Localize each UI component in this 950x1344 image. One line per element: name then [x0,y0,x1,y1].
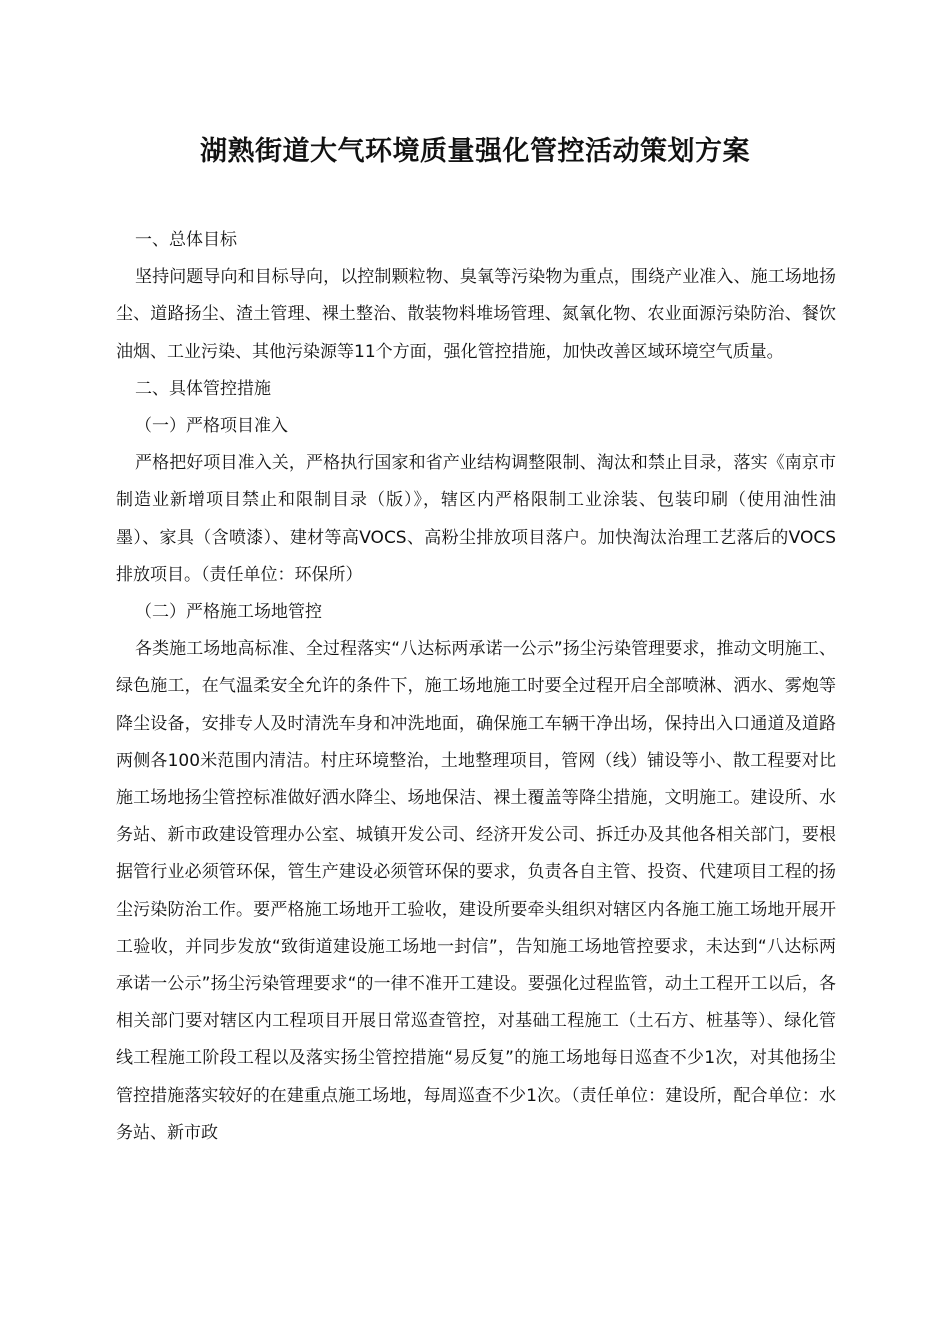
document-title: 湖熟街道大气环境质量强化管控活动策划方案 [200,136,750,167]
section-heading-specific-measures: 二、具体管控措施 [135,378,271,399]
subsection-heading-project-access: （一）严格项目准入 [135,416,288,437]
paragraph-project-access: 严格把好项目准入关，严格执行国家和省产业结构调整限制、淘汰和禁止目录，落实《南京市制造业新增项目禁止和限制目录（版）》，辖区内严格限制工业涂装、包装印刷（使用油性油墨）、家具（含喷漆）、建材等高VOCS、高粉尘排放项目落户。加快淘汰治理工艺落后的VOCS排放项目。（责任单位：环保所） [116,453,836,585]
section-heading-overall-goal: 一、总体目标 [135,230,237,250]
paragraph-construction-site: 各类施工场地高标准、全过程落实“八达标两承诺一公示”扬尘污染管理要求，推动文明施工、绿色施工，在气温柔安全允许的条件下，施工场地施工时要全过程开启全部喷淋、洒水、雾炮等降尘设备，安排专人及时清洗车身和冲洗地面，确保施工车辆干净出场，保持出入口通道及道路两侧各100米范围内清洁。村庄环境整治，土地整理项目，管网（线）铺设等小、散工程要对比施工场地扬尘管控标准做好洒水降尘、场地保洁、裸土覆盖等降尘措施，文明施工。建设所、水务站、新市政建设管理办公室、城镇开发公司、经济开发公司、拆迁办及其他各相关部门，要根据管行业必须管环保，管生产建设必须管环保的要求，负责各自主管、投资、代建项目工程的扬尘污染防治工作。要严格施工场地开工验收，建设所要牵头组织对辖区内各施工施工场地开展开工验收，并同步发放“致街道建设施工场地一封信”，告知施工场地管控要求，未达到“八达标两承诺一公示”扬尘污染管理要求“的一律不准开工建设。要强化过程监管，动土工程开工以后，各相关部门要对辖区内工程项目开展日常巡查管控，对基础工程施工（土石方、桩基等）、绿化管线工程施工阶段工程以及落实扬尘管控措施“易反复”的施工场地每日巡查不少1次，对其他扬尘管控措施落实较好的在建重点施工场地，每周巡查不少1次。（责任单位：建设所，配合单位：水务站、新市政 [116,639,836,1143]
paragraph-overall-goal: 坚持问题导向和目标导向，以控制颗粒物、臭氧等污染物为重点，围绕产业准入、施工场地扬尘、道路扬尘、渣土管理、裸土整治、散装物料堆场管理、氮氧化物、农业面源污染防治、餐饮油烟、工业污染、其他污染源等11个方面，强化管控措施，加快改善区域环境空气质量。 [116,267,836,362]
document-body [116,222,836,1152]
subsection-heading-construction-site: （二）严格施工场地管控 [135,602,322,623]
